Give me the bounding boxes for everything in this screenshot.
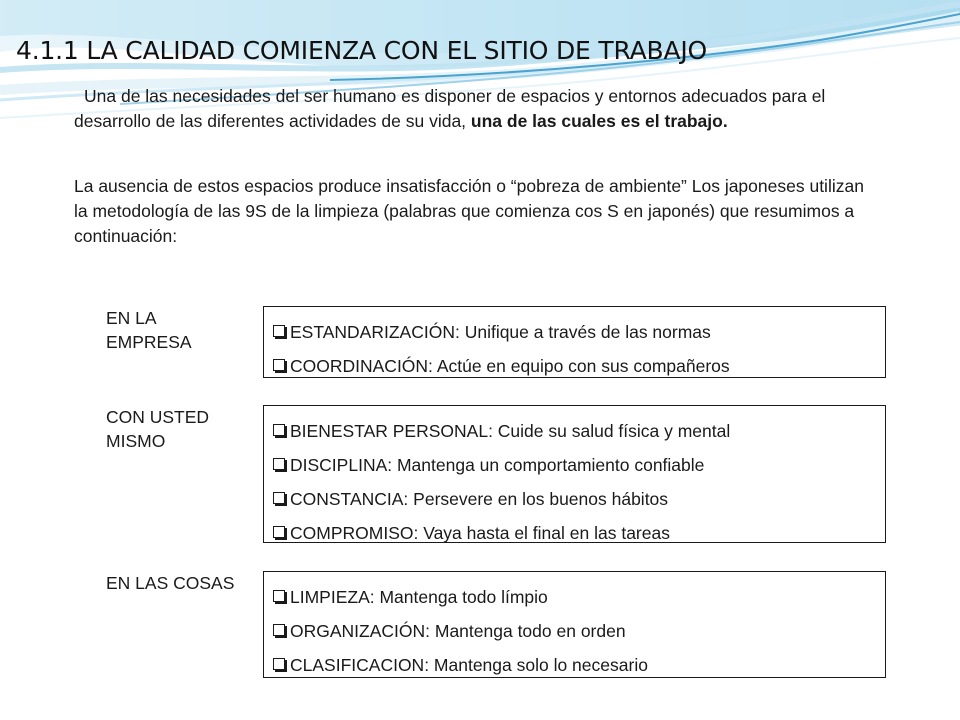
list-item [273, 414, 875, 448]
group-box-cosas [263, 571, 886, 678]
list-item [273, 580, 875, 614]
list-item-text: COORDINACIÓN: Actúe en equipo con sus compañeros [290, 355, 730, 376]
list-item-text: CLASIFICACION: Mantenga solo lo necesario [290, 654, 648, 675]
group-label-cosas: EN LAS COSAS [106, 573, 235, 593]
list-item [273, 315, 875, 349]
hollow-square-bullet-icon [273, 492, 285, 504]
group-label-usted-mismo: CON USTED MISMO [106, 407, 210, 451]
group-box-usted-mismo [263, 405, 886, 543]
hollow-square-bullet-icon [273, 424, 285, 436]
list-item-text: ORGANIZACIÓN: Mantenga todo en orden [290, 620, 626, 641]
list-item [273, 648, 875, 682]
list-item [273, 482, 875, 516]
intro-paragraph-bold-text: una de las cuales es el trabajo. [470, 111, 728, 131]
list-item [273, 614, 875, 648]
list-item [273, 349, 875, 383]
hollow-square-bullet-icon [273, 658, 285, 670]
slide-title: 4.1.1 LA CALIDAD COMIENZA CON EL SITIO DE TRABAJO [16, 36, 708, 65]
list-item [273, 516, 875, 550]
list-item-text: BIENESTAR PERSONAL: Cuide su salud física y mental [290, 420, 731, 441]
list-item-text: ESTANDARIZACIÓN: Unifique a través de las normas [290, 321, 711, 342]
context-paragraph: La ausencia de estos espacios produce insatisfacción o “pobreza de ambiente” Los japoneses utilizan la metodología de las 9S de la limpieza (palabras que comienza cos S en japonés) que resumimos a continuación: [74, 176, 864, 246]
list-item-text: LIMPIEZA: Mantenga todo límpio [290, 586, 548, 607]
list-item-text: COMPROMISO: Vaya hasta el final en las tareas [290, 522, 670, 543]
intro-paragraph-normal-text: Una de las necesidades del ser humano es disponer de espacios y entornos adecuados para el desarrollo de las diferentes actividades de su vida, [74, 86, 826, 131]
group-box-empresa [263, 306, 886, 378]
hollow-square-bullet-icon [273, 526, 285, 538]
list-item-text: CONSTANCIA: Persevere en los buenos hábitos [290, 488, 669, 509]
list-item-text: DISCIPLINA: Mantenga un comportamiento confiable [290, 454, 705, 475]
hollow-square-bullet-icon [273, 458, 285, 470]
hollow-square-bullet-icon [273, 590, 285, 602]
hollow-square-bullet-icon [273, 359, 285, 371]
hollow-square-bullet-icon [273, 624, 285, 636]
intro-paragraph [74, 84, 874, 134]
hollow-square-bullet-icon [273, 325, 285, 337]
list-item [273, 448, 875, 482]
group-label-empresa: EN LA EMPRESA [106, 308, 192, 352]
